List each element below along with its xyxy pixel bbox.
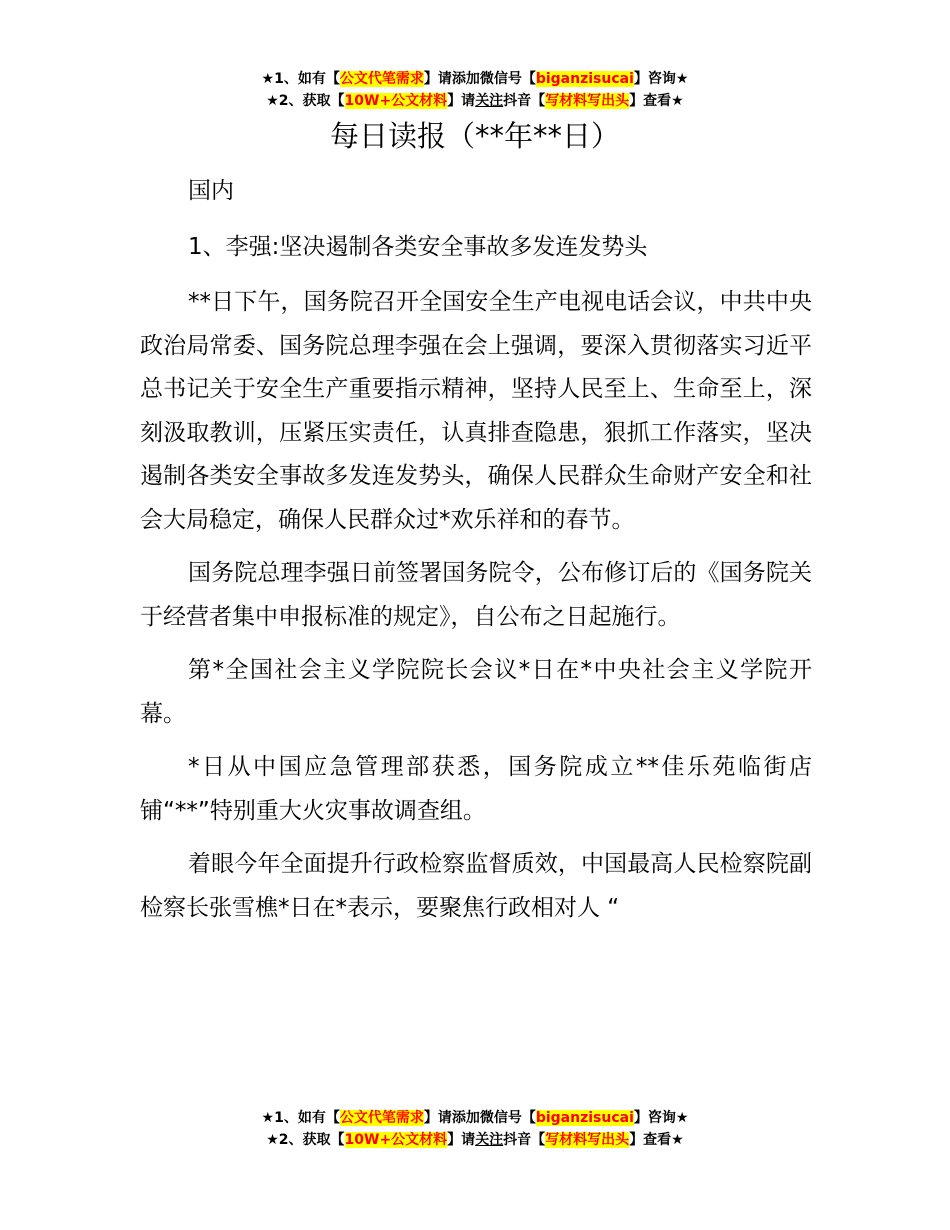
document-body	[140, 170, 812, 940]
promo-text: 】请	[447, 1132, 476, 1148]
header-promo-line-1	[0, 68, 950, 90]
promo-underlined: 关注	[475, 93, 504, 109]
promo-highlight-account: 写材料写出头	[545, 93, 630, 109]
promo-text: ★1、如有【	[261, 71, 340, 87]
promo-text: ★2、获取【	[266, 93, 345, 109]
promo-highlight: 公文代笔需求	[339, 71, 424, 87]
promo-underlined: 关注	[475, 1132, 504, 1148]
paragraph: 国务院总理李强日前签署国务院令，公布修订后的《国务院关于经营者集中申报标准的规定》，自公布之日起施行。	[140, 560, 812, 630]
promo-highlight: 公文代笔需求	[339, 1110, 424, 1126]
promo-text: 】查看★	[629, 1132, 684, 1148]
footer-promo	[0, 1107, 950, 1151]
section-heading: 国内	[188, 178, 234, 204]
promo-text: ★2、获取【	[266, 1132, 345, 1148]
promo-highlight-wechat-id: biganzisucai	[535, 1110, 634, 1126]
header-promo	[0, 68, 950, 112]
paragraph: *日从中国应急管理部获悉，国务院成立**佳乐苑临街店铺“**”特别重大火灾事故调查组。	[140, 754, 812, 824]
paragraph: 着眼今年全面提升行政检察监督质效，中国最高人民检察院副检察长张雪樵*日在*表示，要聚焦行政相对人 “	[140, 851, 812, 921]
promo-highlight-account: 写材料写出头	[545, 1132, 630, 1148]
promo-text: 】咨询★	[633, 1110, 689, 1126]
promo-text: 】咨询★	[633, 71, 689, 87]
news-headline: 1、李强:坚决遏制各类安全事故多发连发势头	[188, 233, 648, 260]
paragraph: **日下午，国务院召开全国安全生产电视电话会议，中共中央政治局常委、国务院总理李强在会上强调，要深入贯彻落实习近平总书记关于安全生产重要指示精神，坚持人民至上、生命至上，深刻汲取教训，压紧压实责任，认真排查隐患，狠抓工作落实，坚决遏制各类安全事故多发连发势头，确保人民群众生命财产安全和社会大局稳定，确保人民群众过*欢乐祥和的春节。	[140, 289, 812, 533]
promo-text: 】请添加微信号【	[423, 1110, 536, 1126]
promo-text: 】请添加微信号【	[423, 71, 536, 87]
promo-text: 】查看★	[629, 93, 684, 109]
promo-highlight-wechat-id: biganzisucai	[535, 71, 634, 87]
footer-promo-line-1	[0, 1107, 950, 1129]
paragraph: 第*全国社会主义学院院长会议*日在*中央社会主义学院开幕。	[140, 657, 812, 727]
footer-promo-line-2	[0, 1129, 950, 1151]
promo-highlight: 10W+公文材料	[344, 93, 448, 109]
promo-text: 抖音【	[503, 1132, 546, 1148]
header-promo-line-2	[0, 90, 950, 112]
promo-highlight: 10W+公文材料	[344, 1132, 448, 1148]
promo-text: ★1、如有【	[261, 1110, 340, 1126]
promo-text: 抖音【	[503, 93, 546, 109]
promo-text: 】请	[447, 93, 476, 109]
document-title: 每日读报（**年**日）	[329, 119, 620, 153]
